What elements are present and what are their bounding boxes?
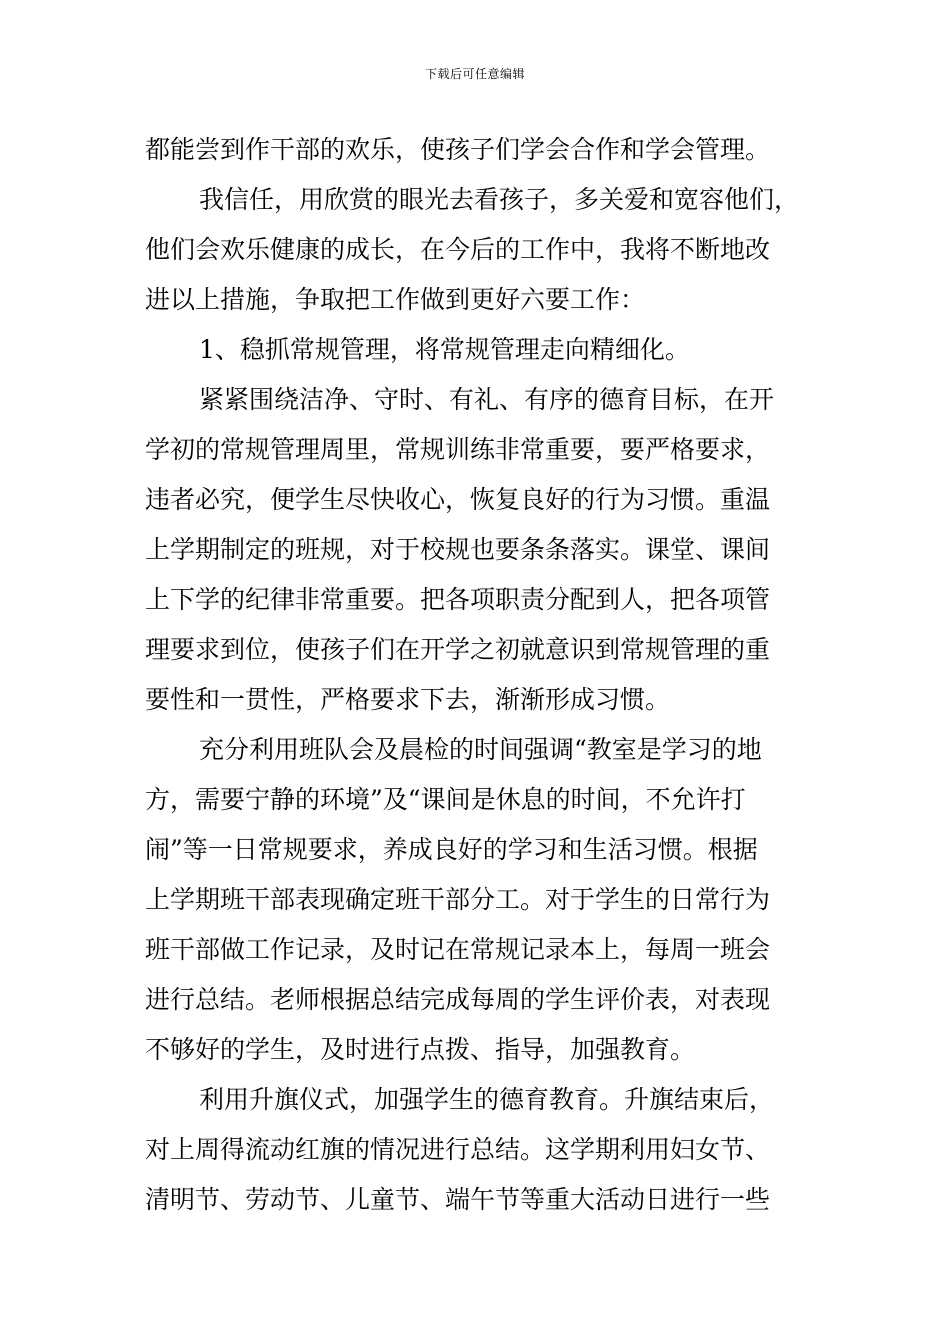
text-line: 清明节、劳动节、儿童节、端午节等重大活动日进行一些 <box>145 1185 771 1214</box>
text-line: 1、稳抓常规管理，将常规管理走向精细化。 <box>199 335 690 364</box>
text-line: 班干部做工作记录，及时记在常规记录本上，每周一班会 <box>145 935 771 964</box>
text-line: 上学期制定的班规，对于校规也要条条落实。课堂、课间 <box>145 535 771 564</box>
text-line: 充分利用班队会及晨检的时间强调“教室是学习的地 <box>199 735 762 764</box>
text-line: 不够好的学生，及时进行点拨、指导，加强教育。 <box>145 1035 696 1064</box>
text-line: 学初的常规管理周里，常规训练非常重要，要严格要求， <box>145 435 771 464</box>
text-line: 违者必究，便学生尽快收心，恢复良好的行为习惯。重温 <box>145 485 771 514</box>
body-text <box>145 125 810 1225</box>
text-line: 他们会欢乐健康的成长，在今后的工作中，我将不断地改 <box>145 235 771 264</box>
text-line: 利用升旗仪式，加强学生的德育教育。升旗结束后， <box>199 1085 775 1114</box>
text-line: 上学期班干部表现确定班干部分工。对于学生的日常行为 <box>145 885 771 914</box>
text-line: 理要求到位，使孩子们在开学之初就意识到常规管理的重 <box>145 635 771 664</box>
text-line: 要性和一贯性，严格要求下去，渐渐形成习惯。 <box>145 685 671 714</box>
text-line: 我信任，用欣赏的眼光去看孩子，多关爱和宽容他们， <box>199 185 800 214</box>
text-line: 上下学的纪律非常重要。把各项职责分配到人，把各项管 <box>145 585 771 614</box>
text-line: 方，需要宁静的环境”及“课间是休息的时间，不允许打 <box>145 785 746 814</box>
text-line: 都能尝到作干部的欢乐，使孩子们学会合作和学会管理。 <box>145 135 771 164</box>
text-line: 进以上措施，争取把工作做到更好六要工作： <box>145 285 646 314</box>
text-line: 紧紧围绕洁净、守时、有礼、有序的德育目标，在开 <box>199 385 775 414</box>
page-header: 下载后可任意编辑 <box>424 67 525 81</box>
text-line: 对上周得流动红旗的情况进行总结。这学期利用妇女节、 <box>145 1135 771 1164</box>
text-line: 进行总结。老师根据总结完成每周的学生评价表，对表现 <box>145 985 771 1014</box>
text-line: 闹”等一日常规要求，养成良好的学习和生活习惯。根据 <box>145 835 758 864</box>
